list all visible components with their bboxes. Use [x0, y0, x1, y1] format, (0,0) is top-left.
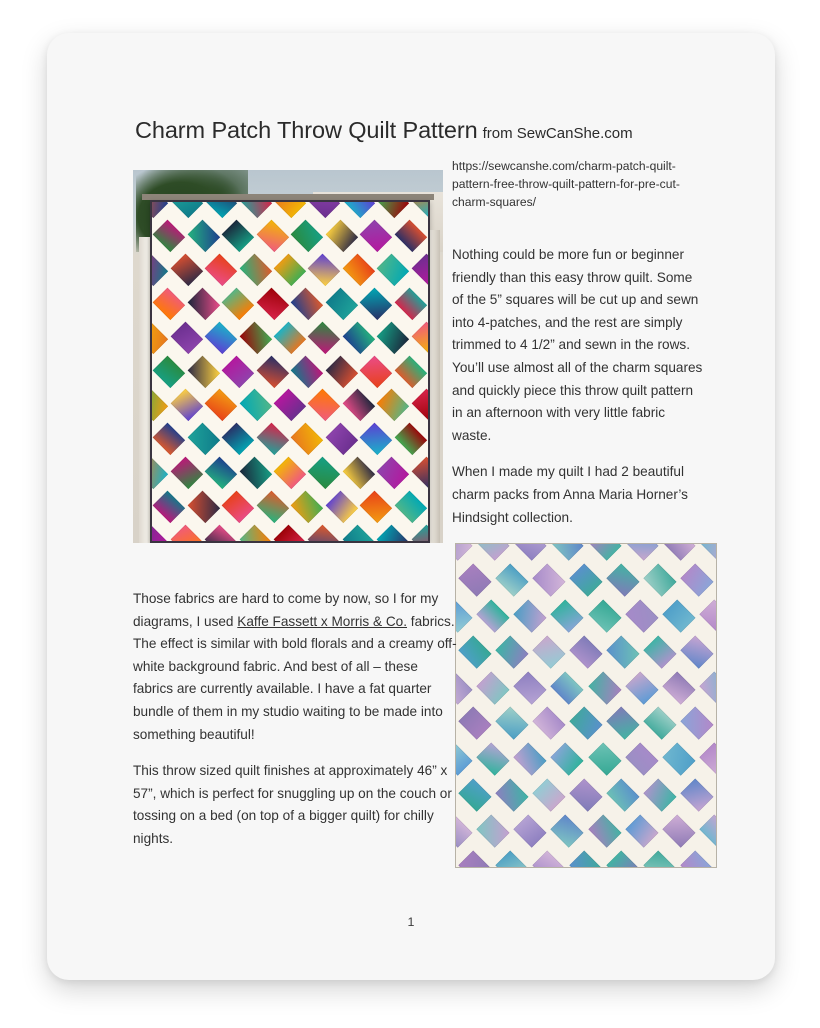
quilt-patch [291, 219, 324, 252]
quilt-patch [170, 200, 203, 218]
quilt-patch [377, 321, 410, 354]
quilt-patch [150, 321, 168, 354]
page-source-label: from SewCanShe.com [482, 125, 633, 142]
quilt-patch [256, 355, 289, 388]
quilt-patch [308, 457, 341, 490]
quilt-patch [222, 219, 255, 252]
page-header [135, 117, 705, 144]
quilt-patch [343, 200, 376, 218]
quilt-patch [625, 815, 658, 848]
left-paragraph-1-tail: fabrics. The effect is similar with bold florals and a creamy off-white background fabric. And best of all – these fabrics are currently available. I have a fat quarter bundle of them in my studio waiting to be made into something beautiful! [133, 613, 457, 742]
quilt-patch [274, 321, 307, 354]
quilt-patch [532, 635, 565, 668]
quilt-patch [343, 525, 376, 543]
quilt-patch [274, 525, 307, 543]
quilt-patch [551, 815, 584, 848]
quilt-patch [170, 457, 203, 490]
quilt-patch [458, 779, 491, 812]
quilt-patch [239, 321, 272, 354]
right-column-text [452, 244, 707, 529]
quilt-patch [532, 779, 565, 812]
quilt-patch [662, 543, 695, 561]
quilt-patch [343, 457, 376, 490]
quilt-patch [325, 287, 358, 320]
quilt-patch [588, 671, 621, 704]
quilt-patch [412, 321, 430, 354]
quilt-diagram [455, 543, 717, 868]
quilt-patch [325, 219, 358, 252]
quilt-patch [681, 635, 714, 668]
quilt-patch [187, 491, 220, 524]
quilt-patch [681, 850, 714, 868]
quilt-patch [394, 423, 427, 456]
quilt-patch [256, 287, 289, 320]
quilt-patch [569, 707, 602, 740]
quilt-patch [187, 219, 220, 252]
quilt-patch [412, 525, 430, 543]
quilt-patch [291, 423, 324, 456]
quilt-patch [256, 491, 289, 524]
quilt-patch [625, 743, 658, 776]
quilt-patch [699, 543, 717, 561]
quilt-patch [588, 815, 621, 848]
quilt-patch [153, 355, 186, 388]
quilt-patch [205, 457, 238, 490]
quilt-patch [477, 815, 510, 848]
document-page [47, 33, 775, 980]
quilt-patch [551, 599, 584, 632]
quilt-patch [699, 815, 717, 848]
source-url[interactable]: https://sewcanshe.com/charm-patch-quilt-pattern-free-throw-quilt-pattern-for-pre-cut-charm-squares/ [452, 159, 680, 210]
quilt-patch [205, 321, 238, 354]
quilt-patch [569, 779, 602, 812]
quilt-patch [514, 743, 547, 776]
quilt-patch [377, 389, 410, 422]
left-column-text [133, 588, 458, 851]
quilt-patch [607, 563, 640, 596]
quilt-patch [274, 253, 307, 286]
quilt-patch [495, 707, 528, 740]
diagram-patches [456, 544, 716, 867]
quilt-patch [325, 355, 358, 388]
quilt-patch [325, 491, 358, 524]
quilt-patch [291, 355, 324, 388]
quilt-patch [377, 457, 410, 490]
quilt-patch [187, 287, 220, 320]
quilt-patch [187, 355, 220, 388]
quilt-patch [239, 525, 272, 543]
quilt-patch [681, 707, 714, 740]
quilt-patch [588, 743, 621, 776]
quilt-patch [343, 321, 376, 354]
quilt-patch [514, 815, 547, 848]
quilt-patch [495, 779, 528, 812]
quilt-patch [205, 389, 238, 422]
quilt-patch [412, 200, 430, 218]
quilt-patch [412, 389, 430, 422]
quilt-patch [274, 200, 307, 218]
quilt-patch [308, 321, 341, 354]
quilt-patch [150, 389, 168, 422]
quilt-patch [394, 287, 427, 320]
quilt-patch [662, 599, 695, 632]
quilt-patch [644, 635, 677, 668]
quilt-patch [514, 543, 547, 561]
quilt-patch [153, 491, 186, 524]
quilt-patch [625, 671, 658, 704]
quilt-patch [681, 779, 714, 812]
quilt-patch [150, 253, 168, 286]
quilt-patch [394, 491, 427, 524]
quilt-patch [588, 543, 621, 561]
quilt-patch [662, 743, 695, 776]
quilt-patch [607, 707, 640, 740]
quilt-patch [495, 635, 528, 668]
quilt-patch [187, 423, 220, 456]
quilt-photo [133, 170, 443, 543]
quilt-patch [588, 599, 621, 632]
quilt-patch [256, 423, 289, 456]
quilt-patch [343, 389, 376, 422]
quilt-patch [377, 525, 410, 543]
quilt-patch [662, 671, 695, 704]
quilt-patch [514, 599, 547, 632]
quilt-patch [394, 355, 427, 388]
quilt-patch [222, 491, 255, 524]
quilt-patch [644, 850, 677, 868]
quilt-patch [569, 635, 602, 668]
quilt-patch [325, 423, 358, 456]
quilt-patch [477, 671, 510, 704]
quilt-patch [150, 457, 168, 490]
quilt-patch [360, 423, 393, 456]
quilt-patch [274, 389, 307, 422]
quilt-patch [205, 253, 238, 286]
quilt-patch [625, 543, 658, 561]
quilt-patch [222, 287, 255, 320]
diagram-background [456, 544, 716, 867]
quilt-patch [150, 525, 168, 543]
quilt-patch [551, 743, 584, 776]
quilt-patch [170, 389, 203, 422]
right-paragraph-1: Nothing could be more fun or beginner friendly than this easy throw quilt. Some of the 5” squares will be cut up and sewn into 4-patches, and the rest are simply trimmed to 4 1/2” and sewn in the rows. You’ll use almost all of the charm squares and quickly piece this throw quilt pattern in an afternoon with very little fabric waste. [452, 247, 703, 443]
quilt-patch [239, 253, 272, 286]
left-paragraph-1 [133, 588, 458, 746]
quilt-patch [360, 491, 393, 524]
quilt-patch [308, 253, 341, 286]
quilt-patch [644, 563, 677, 596]
quilt-patch [170, 321, 203, 354]
quilt-patch [495, 850, 528, 868]
quilt-patch [222, 355, 255, 388]
quilt-patch [239, 200, 272, 218]
quilt-patch [222, 423, 255, 456]
quilt-patch [458, 850, 491, 868]
quilt-patch [153, 287, 186, 320]
quilt-patch [170, 525, 203, 543]
left-paragraph-1-lead: Those fabrics are hard to come by now, so I for my diagrams, I used [133, 591, 439, 629]
quilt-patch [394, 219, 427, 252]
quilt-patch [360, 355, 393, 388]
quilt-patch [477, 543, 510, 561]
quilt-patch [412, 253, 430, 286]
page-title: Charm Patch Throw Quilt Pattern [135, 117, 478, 143]
quilt-patch [699, 743, 717, 776]
quilt-patch [458, 563, 491, 596]
quilt-patch [532, 707, 565, 740]
quilt-patch [532, 563, 565, 596]
quilt-patch [308, 525, 341, 543]
quilt-patch [458, 635, 491, 668]
quilt-patch [343, 253, 376, 286]
quilt-patch [662, 815, 695, 848]
quilt-patch [291, 287, 324, 320]
quilt-patch [458, 707, 491, 740]
quilt-patch [308, 200, 341, 218]
kaffe-fassett-link[interactable]: Kaffe Fassett x Morris & Co. [237, 613, 408, 629]
quilt-patch [360, 219, 393, 252]
quilt-patch [170, 253, 203, 286]
quilt-patch [377, 200, 410, 218]
quilt-patch [569, 850, 602, 868]
quilt-patch [153, 219, 186, 252]
quilt-patch [607, 635, 640, 668]
quilt-patch [377, 253, 410, 286]
quilt-patch [412, 457, 430, 490]
right-paragraph-2: When I made my quilt I had 2 beautiful charm packs from Anna Maria Horner’s Hindsight collection. [452, 464, 688, 525]
quilt-patch [455, 543, 473, 561]
quilt-patch [532, 850, 565, 868]
quilt-patch [153, 423, 186, 456]
quilt-patch [477, 743, 510, 776]
quilt-patch [644, 779, 677, 812]
quilt-patch [239, 457, 272, 490]
quilt-patch [569, 563, 602, 596]
quilt-patch [551, 543, 584, 561]
page-number: 1 [407, 915, 415, 929]
quilt-patch [644, 707, 677, 740]
photo-quilt-patches [152, 202, 428, 541]
photo-quilt [150, 200, 430, 543]
quilt-patch [205, 200, 238, 218]
quilt-patch [477, 599, 510, 632]
left-paragraph-2: This throw sized quilt finishes at approximately 46” x 57”, which is perfect for snuggling up on the couch or tossing on a bed (on top of a bigger quilt) for chilly nights. [133, 763, 452, 846]
quilt-patch [256, 219, 289, 252]
quilt-patch [308, 389, 341, 422]
quilt-patch [551, 671, 584, 704]
quilt-patch [699, 599, 717, 632]
quilt-patch [360, 287, 393, 320]
quilt-patch [625, 599, 658, 632]
quilt-patch [150, 200, 168, 218]
quilt-patch [495, 563, 528, 596]
quilt-patch [607, 850, 640, 868]
quilt-patch [607, 779, 640, 812]
quilt-patch [291, 491, 324, 524]
quilt-patch [699, 671, 717, 704]
quilt-patch [239, 389, 272, 422]
quilt-patch [205, 525, 238, 543]
quilt-patch [681, 563, 714, 596]
quilt-patch [514, 671, 547, 704]
quilt-patch [274, 457, 307, 490]
